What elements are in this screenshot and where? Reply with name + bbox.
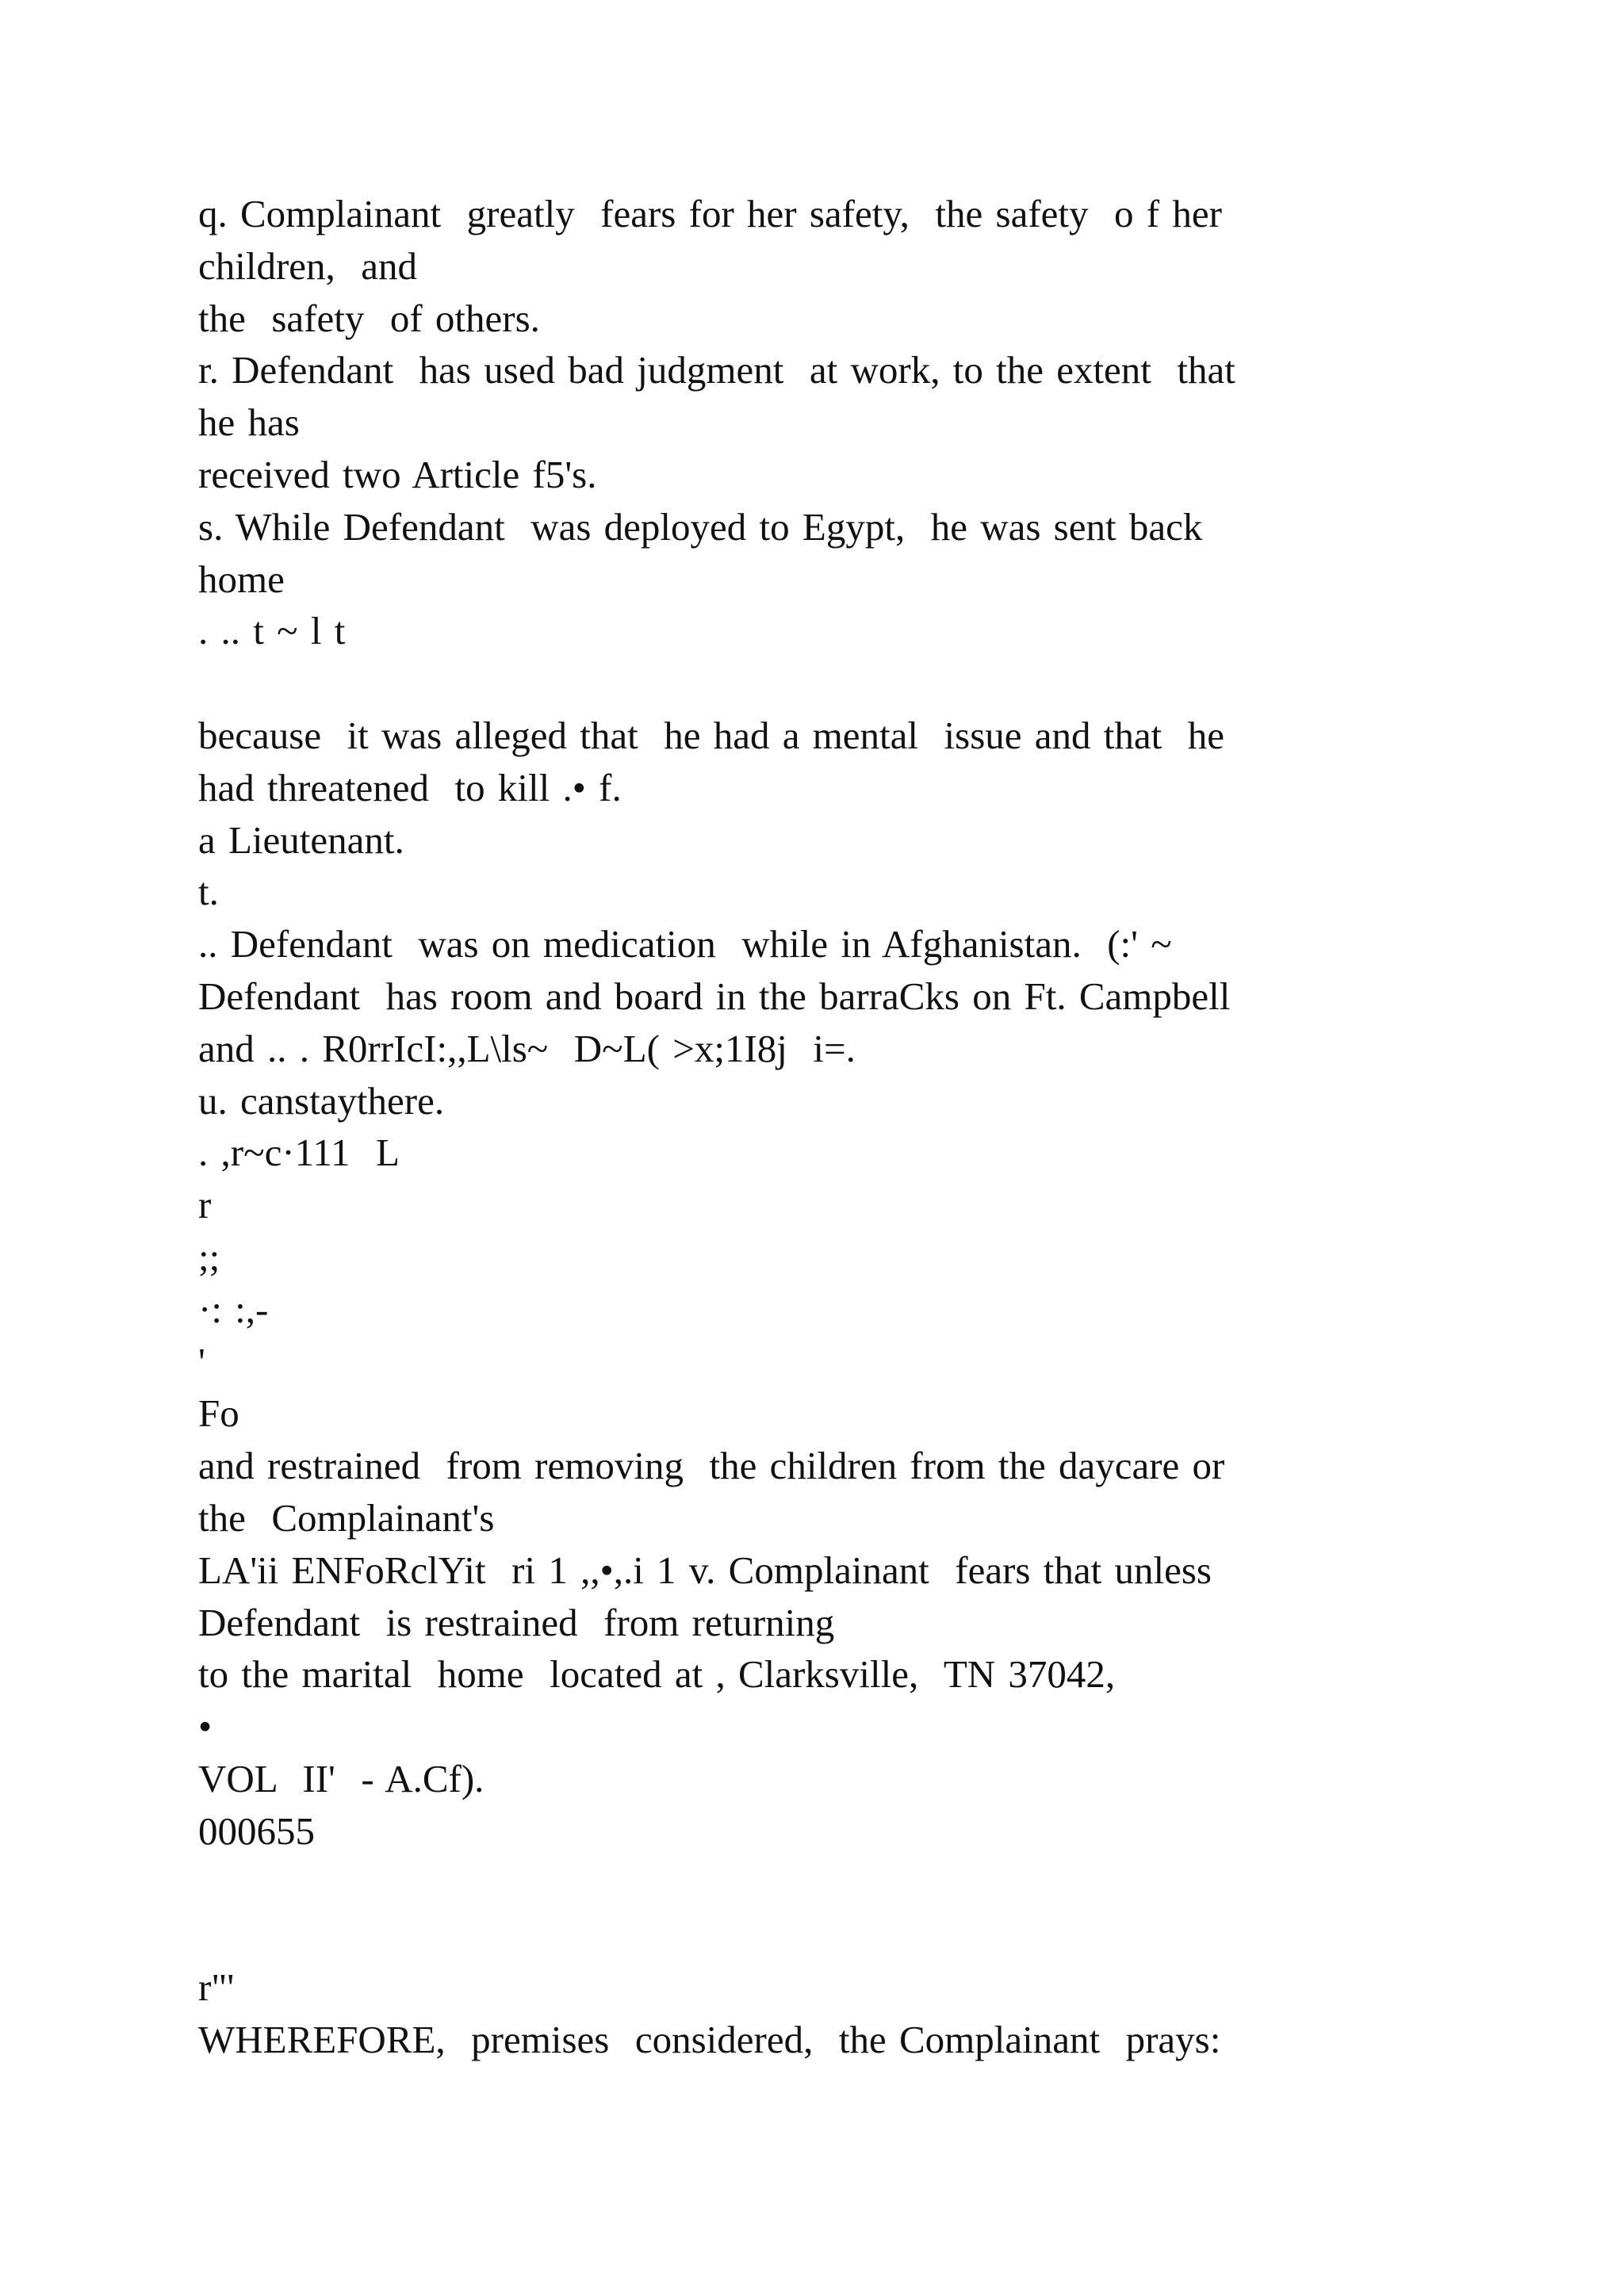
text-line: a Lieutenant. xyxy=(198,817,404,862)
text-line: Defendant is restrained from returning xyxy=(198,1600,835,1644)
text-line: Fo xyxy=(198,1391,239,1436)
text-line: ' xyxy=(198,1339,205,1383)
text-line: home xyxy=(198,557,285,601)
text-line: t. xyxy=(198,870,219,914)
text-line: r"' xyxy=(198,1965,235,2010)
text-line: received two Article f5's. xyxy=(198,452,597,496)
text-line: had threatened to kill .• f. xyxy=(198,765,622,809)
text-line: LA'ii ENFoRclYit ri 1 ,,•,.i 1 v. Complainant fears that unless xyxy=(198,1548,1212,1592)
text-line: and .. . R0rrIcI:,,L\ls~ D~L( >x;1I8j i=. xyxy=(198,1026,856,1070)
text-line: .. Defendant was on medication while in Afghanistan. (:' ~ xyxy=(198,922,1172,966)
document-body xyxy=(198,188,1435,2066)
text-line: r. Defendant has used bad judgment at work, to the extent that xyxy=(198,348,1235,392)
text-line: Defendant has room and board in the barraCks on Ft. Campbell xyxy=(198,974,1231,1018)
page-number: 000655 xyxy=(198,1808,315,1853)
text-line: the Complainant's xyxy=(198,1495,495,1540)
text-line: he has xyxy=(198,400,300,445)
text-line: s. While Defendant was deployed to Egypt, he was sent back xyxy=(198,504,1203,549)
text-line: • xyxy=(198,1705,213,1749)
text-line: WHEREFORE, premises considered, the Complainant prays: xyxy=(198,2017,1221,2061)
blank-line xyxy=(198,657,1435,710)
text-line: the safety of others. xyxy=(198,296,540,340)
text-line: u. canstaythere. xyxy=(198,1078,445,1123)
text-line: VOL II' - A.Cf). xyxy=(198,1756,485,1800)
text-line: because it was alleged that he had a mental issue and that he xyxy=(198,713,1225,757)
text-line: . ,r~c·111 L xyxy=(198,1131,400,1175)
text-line: r xyxy=(198,1183,212,1227)
text-line: children, and xyxy=(198,243,418,288)
text-line: ;; xyxy=(198,1234,220,1279)
text-line: to the marital home located at , Clarksville, TN 37042, xyxy=(198,1652,1116,1697)
text-line: ·: :,- xyxy=(198,1287,269,1331)
text-line: and restrained from removing the children from the daycare or xyxy=(198,1444,1225,1488)
blank-lines xyxy=(198,1858,1435,1962)
text-line: q. Complainant greatly fears for her safety, the safety o f her xyxy=(198,192,1222,235)
text-line: . .. t ~ l t xyxy=(198,609,346,653)
